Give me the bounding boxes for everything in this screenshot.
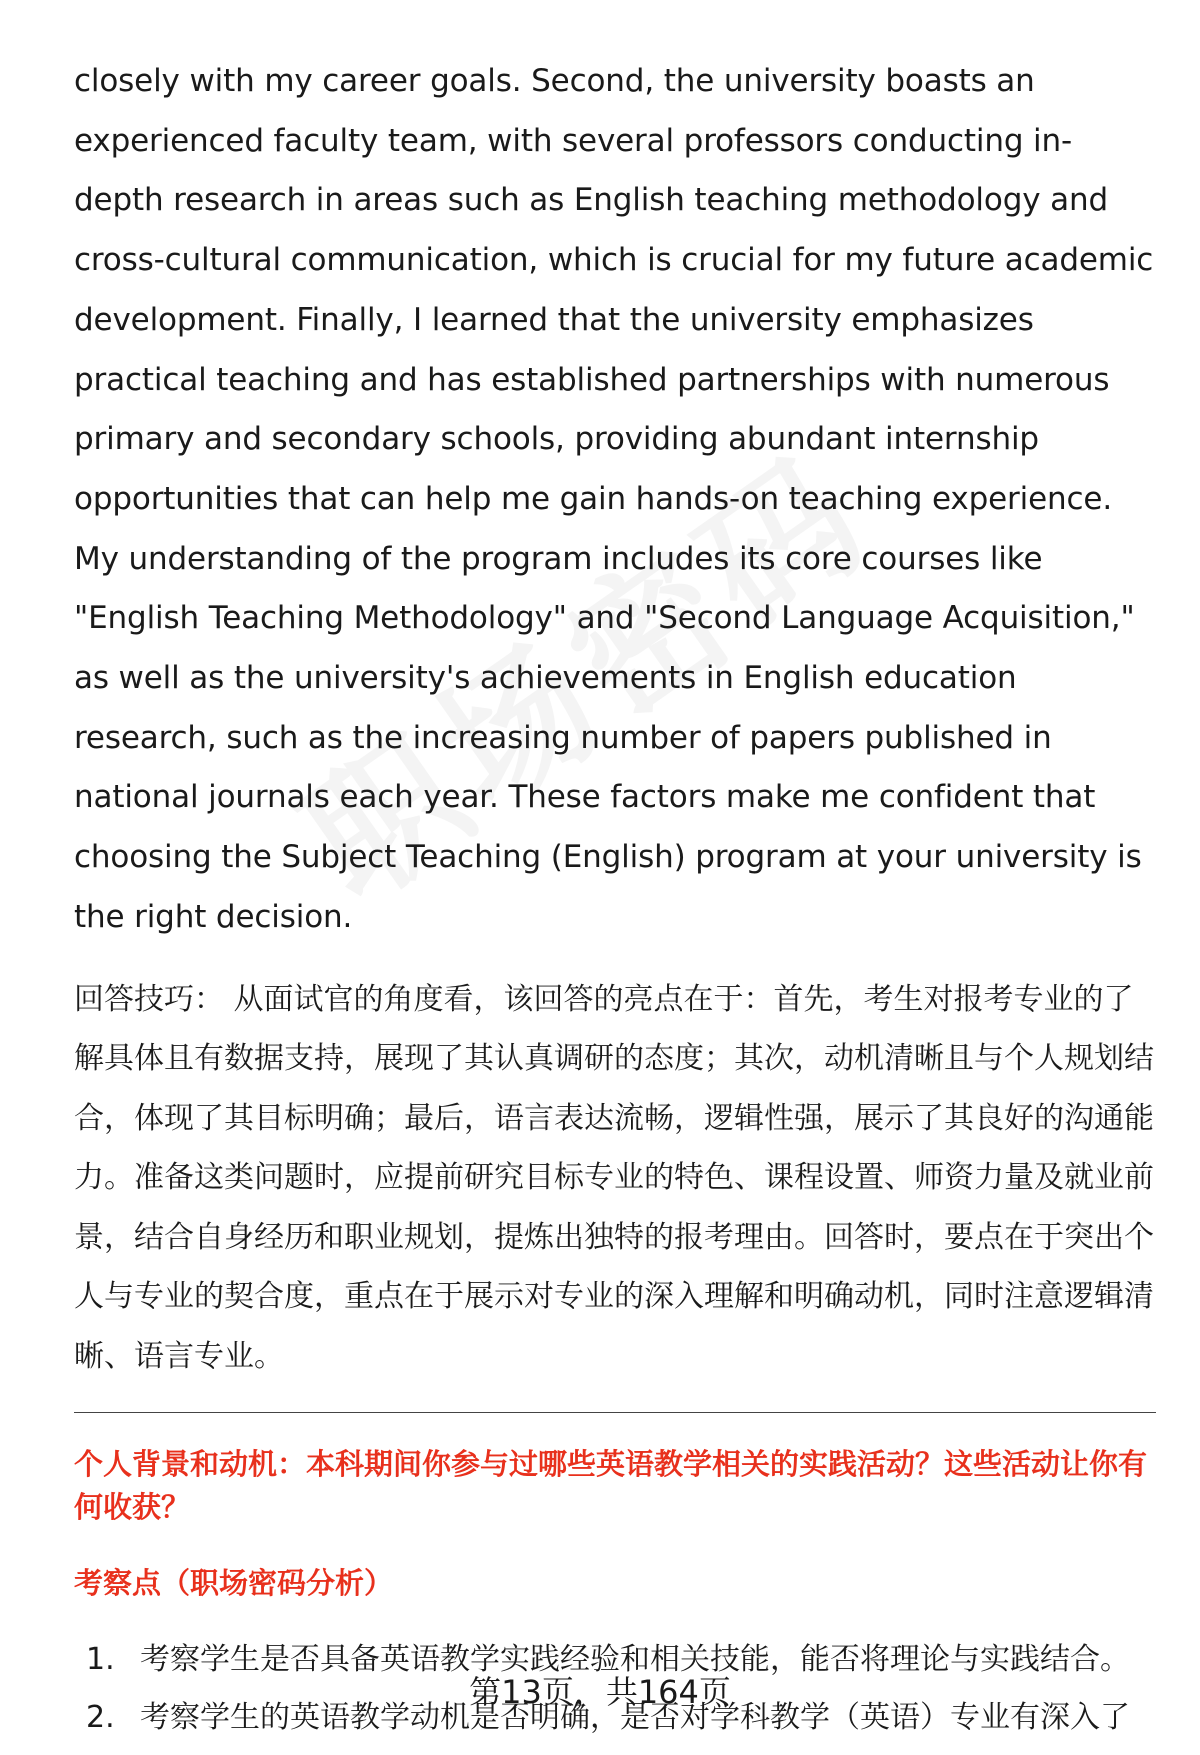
tips-text: 从面试官的角度看，该回答的亮点在于：首先，考生对报考专业的了解具体且有数据支持，展现了其认真调研的态度；其次，动机清晰且与个人规划结合，体现了其目标明确；最后，语言表达流畅，逻辑性强，展示了其良好的沟通能力。准备这类问题时，应提前研究目标专业的特色、课程设置、师资力量及就业前景，结合自身经历和职业规划，提炼出独特的报考理由。回答时，要点在于突出个人与专业的契合度，重点在于展示对专业的深入理解和明确动机，同时注意逻辑清晰、语言专业。 [74,981,1154,1374]
tips-label: 回答技巧： [74,981,224,1017]
answer-tips [74,970,1156,1387]
list-item-number: 1. [86,1642,115,1678]
section-title: 考察点（职场密码分析） [74,1566,394,1601]
question-heading: 个人背景和动机：本科期间你参与过哪些英语教学相关的实践活动？这些活动让你有何收获？ [74,1447,1148,1525]
section-divider [74,1412,1156,1413]
list-item-number: 2. [86,1700,115,1736]
list-item-text: 考察学生的英语教学动机是否明确，是否对学科教学（英语）专业有深入了 [140,1700,1130,1736]
list-item-text: 考察学生是否具备英语教学实践经验和相关技能，能否将理论与实践结合。 [140,1642,1130,1678]
page-footer: 第13页，共164页 [469,1673,731,1711]
document-page [74,52,1156,1747]
answer-paragraph: closely with my career goals. Second, the university boasts an experienced faculty team, with several professors conducting in-depth research in areas such as English teaching methodology and cross-cultural communication, which is crucial for my future academic development. Finally, I learned that the university emphasizes practical teaching and has established partnerships with numerous primary and secondary schools, providing abundant internship opportunities that can help me gain hands-on teaching experience. My understanding of the program includes its core courses like "English Teaching Methodology" and "Second Language Acquisition," as well as the university's achievements in English education research, such as the increasing number of papers published in national journals each year. These factors make me confident that choosing the Subject Teaching (English) program at your university is the right decision. [74,63,1154,935]
